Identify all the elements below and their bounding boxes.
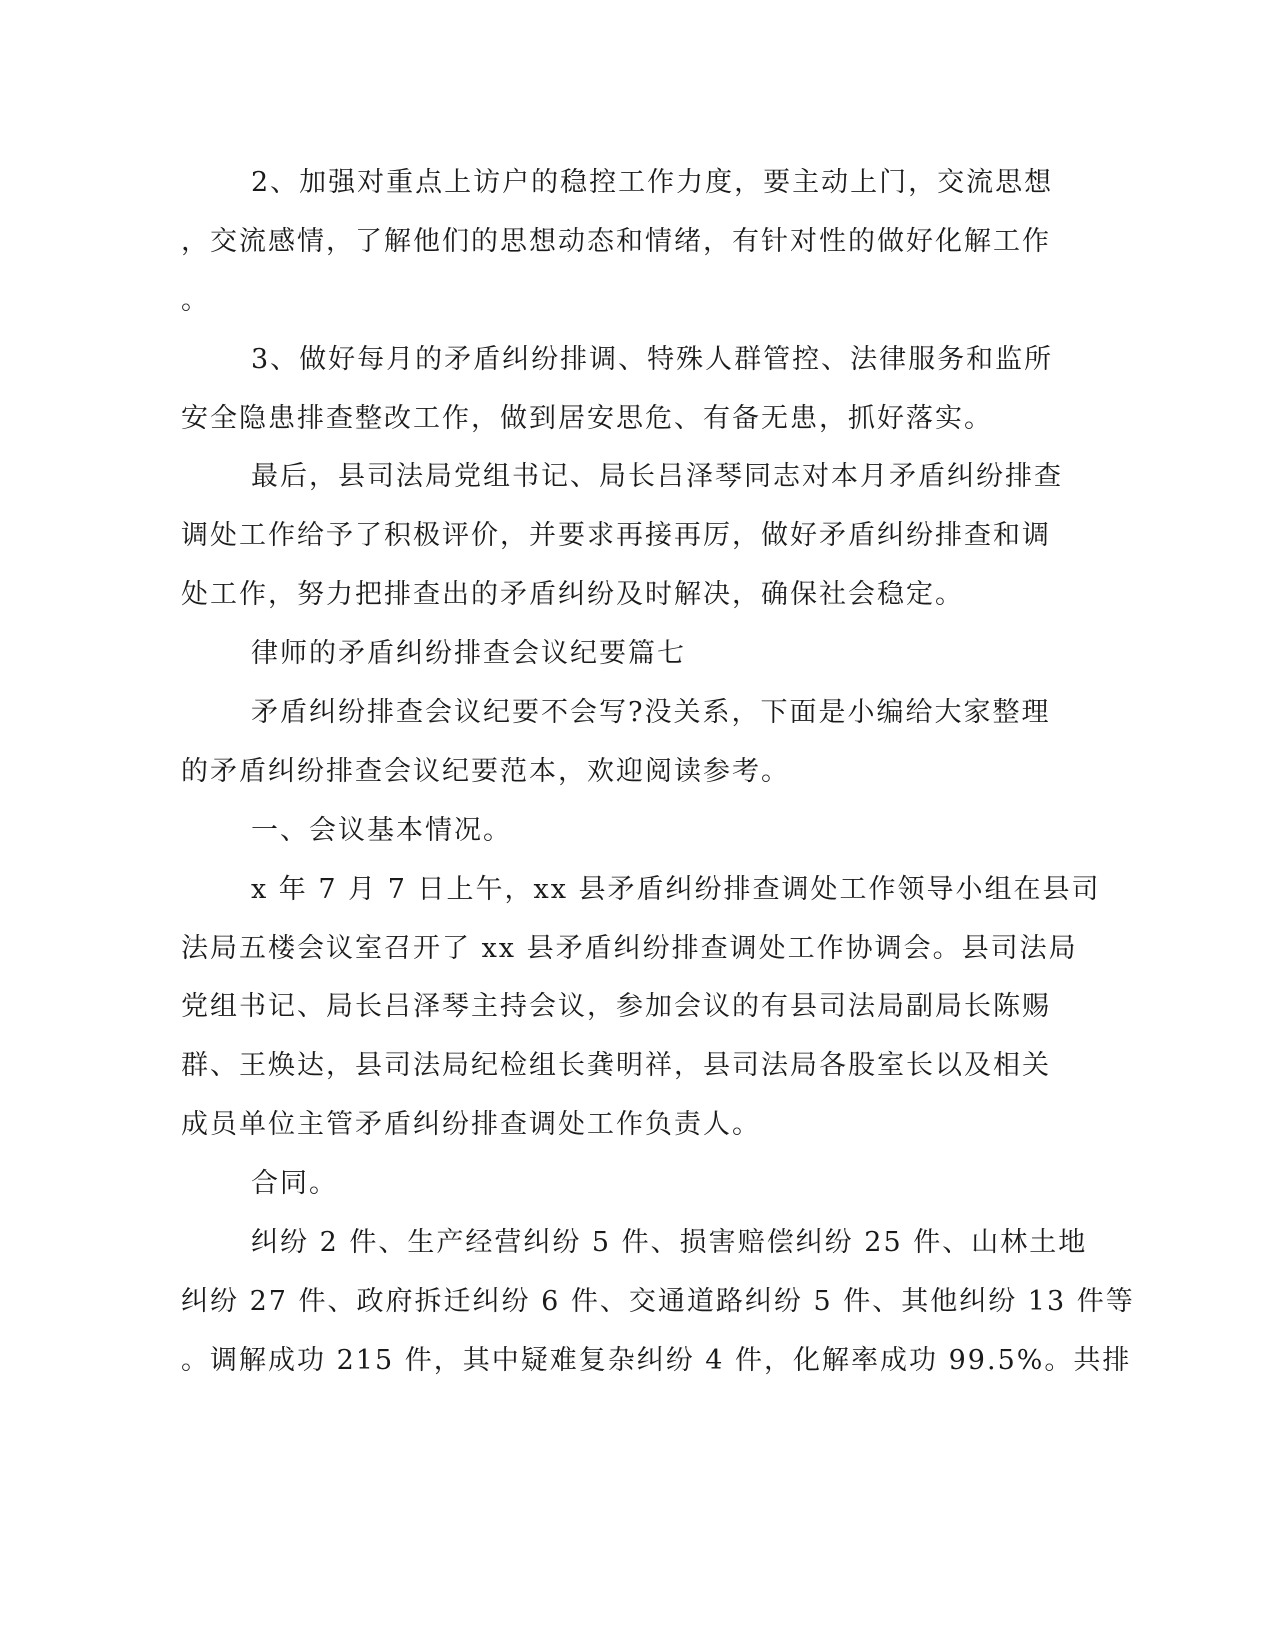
- paragraph-line: 安全隐患排查整改工作，做到居安思危、有备无患，抓好落实。: [181, 402, 993, 434]
- paragraph-line: 。: [181, 284, 210, 316]
- paragraph-line: 党组书记、局长吕泽琴主持会议，参加会议的有县司法局副局长陈赐: [181, 991, 1051, 1023]
- paragraph-line: 纠纷 27 件、政府拆迁纠纷 6 件、交通道路纠纷 5 件、其他纠纷 13 件等: [181, 1285, 1135, 1317]
- paragraph-line: 群、王焕达，县司法局纪检组长龚明祥，县司法局各股室长以及相关: [181, 1050, 1051, 1082]
- document-body: [181, 160, 1135, 1397]
- paragraph-line: 3、做好每月的矛盾纠纷排调、特殊人群管控、法律服务和监所: [251, 343, 1054, 375]
- paragraph-line: 纠纷 2 件、生产经营纠纷 5 件、损害赔偿纠纷 25 件、山林土地: [251, 1227, 1088, 1259]
- paragraph-line: 法局五楼会议室召开了 xx 县矛盾纠纷排查调处工作协调会。县司法局: [181, 932, 1078, 964]
- section-heading: 一、会议基本情况。: [251, 814, 512, 846]
- paragraph-line: x 年 7 月 7 日上午，xx 县矛盾纠纷排查调处工作领导小组在县司: [251, 873, 1101, 905]
- paragraph-line: 的矛盾纠纷排查会议纪要范本，欢迎阅读参考。: [181, 755, 790, 787]
- section-heading: 律师的矛盾纠纷排查会议纪要篇七: [251, 638, 686, 670]
- paragraph-line: 最后，县司法局党组书记、局长吕泽琴同志对本月矛盾纠纷排查: [251, 461, 1063, 493]
- paragraph-line: 。调解成功 215 件，其中疑难复杂纠纷 4 件，化解率成功 99.5%。共排: [181, 1344, 1132, 1376]
- paragraph-line: ，交流感情，了解他们的思想动态和情绪，有针对性的做好化解工作: [181, 225, 1051, 257]
- paragraph-line: 调处工作给予了积极评价，并要求再接再厉，做好矛盾纠纷排查和调: [181, 520, 1051, 552]
- paragraph-line: 矛盾纠纷排查会议纪要不会写?没关系，下面是小编给大家整理: [251, 697, 1051, 729]
- paragraph-line: 成员单位主管矛盾纠纷排查调处工作负责人。: [181, 1109, 761, 1141]
- paragraph-line: 2、加强对重点上访户的稳控工作力度，要主动上门，交流思想: [251, 167, 1054, 198]
- paragraph-line: 合同。: [251, 1168, 338, 1200]
- paragraph-line: 处工作，努力把排查出的矛盾纠纷及时解决，确保社会稳定。: [181, 579, 964, 611]
